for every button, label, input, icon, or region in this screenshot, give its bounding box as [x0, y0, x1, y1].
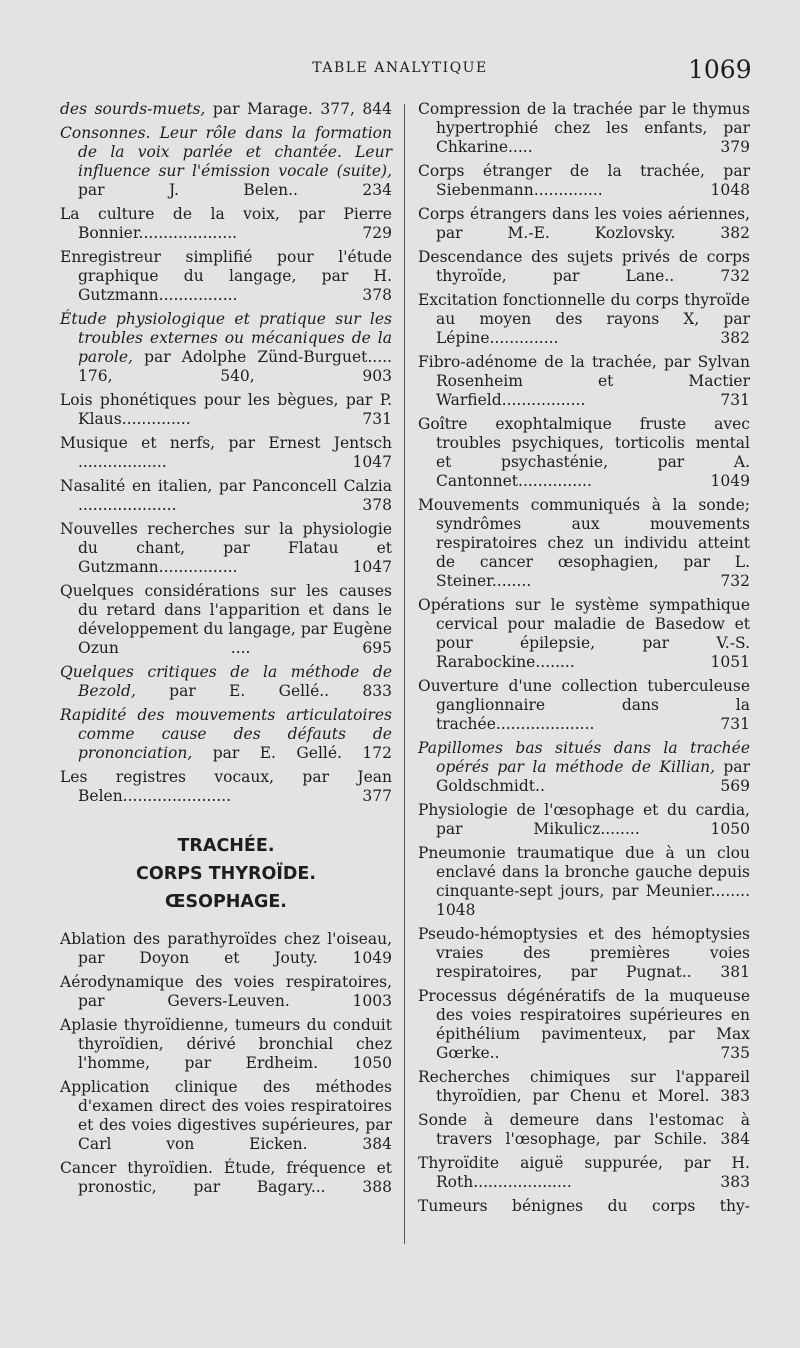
section-heading-corps-thyroide: CORPS THYROÏDE. — [136, 864, 316, 884]
entry-text: Descendance des sujets privés de corps thyroïde, par Lane.. 732 — [418, 248, 750, 285]
entry-text: Physiologie de l'œsophage et du cardia, par Mikulicz........ 1050 — [418, 801, 750, 838]
entry-text: Compression de la trachée par le thymus hypertrophié chez les enfants, par Chkarine..... 379 — [418, 100, 750, 156]
index-entry — [418, 1068, 750, 1106]
index-entry — [418, 925, 750, 982]
index-entry — [60, 434, 392, 472]
index-entry — [418, 1197, 750, 1216]
running-header-title: TABLE ANALYTIQUE — [312, 60, 488, 76]
entry-text: Excitation fonctionnelle du corps thyroïde au moyen des rayons X, par Lépine.............. 382 — [418, 291, 750, 347]
index-entry — [418, 987, 750, 1063]
entry-text: Corps étranger de la trachée, par Siebenmann.............. 1048 — [418, 162, 750, 199]
section-heading-oesophage: ŒSOPHAGE. — [165, 892, 287, 912]
entry-text: Ablation des parathyroïdes chez l'oiseau, par Doyon et Jouty. 1049 — [60, 930, 392, 967]
index-entry — [418, 162, 750, 200]
index-entry — [60, 706, 392, 763]
index-entry — [60, 1078, 392, 1154]
right-column — [418, 100, 750, 1221]
entry-text: Lois phonétiques pour les bègues, par P. Klaus.............. 731 — [60, 391, 392, 428]
index-entry — [60, 520, 392, 577]
index-entry — [60, 391, 392, 429]
entry-text: Mouvements communiqués à la sonde; syndrômes aux mouvements respiratoires chez un individu atteint de cancer œsophagien, par L. Steiner........ 732 — [418, 496, 750, 590]
entry-text: Thyroïdite aiguë suppurée, par H. Roth.................... 383 — [418, 1154, 750, 1191]
page-number: 1069 — [688, 55, 752, 84]
entry-text: par Adolphe Zünd-Burguet..... 176, 540, 903 — [78, 348, 392, 385]
entry-text: Aérodynamique des voies respiratoires, par Gevers-Leuven. 1003 — [60, 973, 392, 1010]
index-entry — [418, 844, 750, 920]
entry-title-italic: des sourds-muets, — [60, 100, 206, 118]
index-entry — [418, 677, 750, 734]
left-column — [60, 100, 392, 1202]
entry-text: Opérations sur le système sympathique cervical pour maladie de Basedow et pour épilepsie, par V.-S. Rarabockine........ 1051 — [418, 596, 750, 671]
index-entry — [418, 248, 750, 286]
index-entry — [60, 768, 392, 806]
entry-text: Ouverture d'une collection tuberculeuse ganglionnaire dans la trachée.................... 731 — [418, 677, 750, 733]
entry-text: Musique et nerfs, par Ernest Jentsch .................. 1047 — [60, 434, 392, 471]
index-entry — [418, 415, 750, 491]
index-entry — [60, 582, 392, 658]
entry-text: Nasalité en italien, par Panconcell Calzia .................... 378 — [60, 477, 392, 514]
index-entry — [418, 1154, 750, 1192]
entry-text: par E. Gellé.. 833 — [135, 682, 392, 700]
entry-text: Sonde à demeure dans l'estomac à travers l'œsophage, par Schile. 384 — [418, 1111, 750, 1148]
index-entry — [60, 1159, 392, 1197]
index-entry — [418, 353, 750, 410]
index-entry — [60, 248, 392, 305]
entries-group-top — [60, 100, 392, 806]
entry-title-italic: Consonnes. Leur rôle dans la formation de la voix parlée et chantée. Leur influence sur l'émission vocale (suite), — [60, 124, 392, 180]
index-entry — [60, 310, 392, 386]
column-divider — [404, 104, 405, 1244]
index-entry — [418, 596, 750, 672]
index-entry — [60, 973, 392, 1011]
entry-text: Pneumonie traumatique due à un clou enclavé dans la bronche gauche depuis cinquante-sept jours, par Meunier........ 1048 — [418, 844, 750, 919]
entry-text: Processus dégénératifs de la muqueuse des voies respiratoires supérieures en épithélium pavimenteux, par Max Gœrke.. 735 — [418, 987, 750, 1062]
entry-text: Aplasie thyroïdienne, tumeurs du conduit thyroïdien, dérivé bronchial chez l'homme, par Erdheim. 1050 — [60, 1016, 392, 1072]
entries-group-bottom — [60, 930, 392, 1197]
index-entry — [60, 100, 392, 119]
entry-text: par J. Belen.. 234 — [78, 181, 392, 199]
index-entry — [418, 801, 750, 839]
entry-text: par Marage. 377, 844 — [205, 100, 392, 118]
entry-text: Cancer thyroïdien. Étude, fréquence et pronostic, par Bagary... 388 — [60, 1159, 392, 1196]
index-entry — [418, 1111, 750, 1149]
index-entry — [418, 291, 750, 348]
entry-text: Application clinique des méthodes d'examen direct des voies respiratoires et des voies digestives supérieures, par Carl von Eicken. 384 — [60, 1078, 392, 1153]
entry-text: Les registres vocaux, par Jean Belen...................... 377 — [60, 768, 392, 805]
index-entry — [418, 205, 750, 243]
entry-title-italic: Papillomes bas situés dans la trachée opérés par la méthode de Killian, — [418, 739, 750, 776]
entry-text: Fibro-adénome de la trachée, par Sylvan Rosenheim et Mactier Warfield................. 731 — [418, 353, 750, 409]
entry-text: Pseudo-hémoptysies et des hémoptysies vraies des premières voies respiratoires, par Pugnat.. 381 — [418, 925, 750, 981]
index-entry — [418, 496, 750, 591]
entry-text: Enregistreur simplifié pour l'étude graphique du langage, par H. Gutzmann................ 378 — [60, 248, 392, 304]
entry-text: par Goldschmidt.. 569 — [436, 758, 750, 795]
entry-text: par E. Gellé. 172 — [192, 744, 392, 762]
index-entry — [60, 477, 392, 515]
index-entry — [60, 1016, 392, 1073]
entry-text: Recherches chimiques sur l'appareil thyroïdien, par Chenu et Morel. 383 — [418, 1068, 750, 1105]
index-entry — [60, 205, 392, 243]
entry-title-italic: Étude physiologique et pratique sur les troubles externes ou mécaniques de la parole, — [60, 310, 392, 366]
section-heading-trachee: TRACHÉE. — [177, 836, 275, 856]
entry-text: La culture de la voix, par Pierre Bonnier.................... 729 — [60, 205, 392, 242]
entry-text: Quelques considérations sur les causes du retard dans l'apparition et dans le développement du langage, par Eugène Ozun .... 695 — [60, 582, 392, 657]
entry-text: Nouvelles recherches sur la physiologie du chant, par Flatau et Gutzmann................ 1047 — [60, 520, 392, 576]
index-entry — [60, 124, 392, 200]
index-entry — [60, 663, 392, 701]
index-entry — [418, 739, 750, 796]
entry-text: Goître exophtalmique fruste avec troubles psychiques, torticolis mental et psychasténie, par A. Cantonnet............... 1049 — [418, 415, 750, 490]
entries-group-right — [418, 100, 750, 1216]
entry-text: Tumeurs bénignes du corps thy- — [418, 1197, 750, 1215]
entry-title-italic: Rapidité des mouvements articulatoires comme cause des défauts de prononciation, — [60, 706, 392, 762]
entry-text: Corps étrangers dans les voies aériennes, par M.-E. Kozlovsky. 382 — [418, 205, 750, 242]
index-entry — [60, 930, 392, 968]
index-entry — [418, 100, 750, 157]
entry-title-italic: Quelques critiques de la méthode de Bezold, — [60, 663, 392, 700]
